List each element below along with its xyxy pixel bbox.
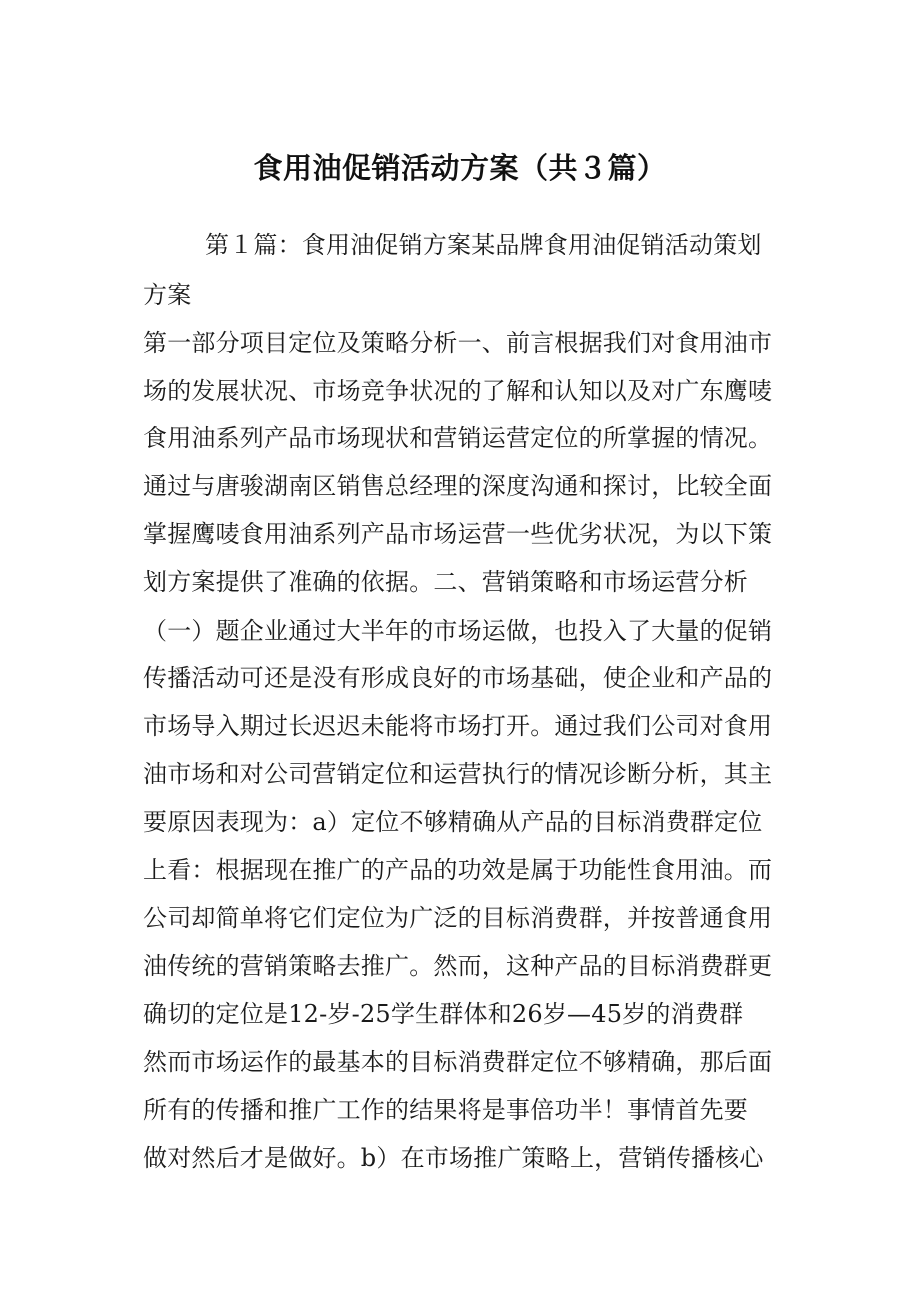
paragraph-line: 市场导入期过长迟迟未能将市场打开。通过我们公司对食用 [143,712,773,740]
paragraph-line: 油市场和对公司营销定位和运营执行的情况诊断分析，其主 [143,760,773,788]
paragraph-line: （一）题企业通过大半年的市场运做，也投入了大量的促销 [143,617,773,645]
paragraph-line: 做对然后才是做好。b）在市场推广策略上，营销传播核心 [143,1144,764,1172]
paragraph-line: 上看：根据现在推广的产品的功效是属于功能性食用油。而 [143,856,773,884]
paragraph-line: 通过与唐骏湖南区销售总经理的深度沟通和探讨，比较全面 [143,472,773,500]
paragraph-line: 然而市场运作的最基本的目标消费群定位不够精确，那后面 [143,1048,773,1076]
paragraph-line: 要原因表现为：a）定位不够精确从产品的目标消费群定位 [143,808,763,836]
paragraph-line: 食用油系列产品市场现状和营销运营定位的所掌握的情况。 [143,424,773,452]
paragraph-line: 第１篇：食用油促销方案某品牌食用油促销活动策划 [205,231,762,259]
document-title: 食用油促销活动方案（共３篇） [253,151,667,185]
paragraph-line: 所有的传播和推广工作的结果将是事倍功半！事情首先要 [143,1096,748,1124]
paragraph-line: 确切的定位是12-岁-25学生群体和26岁—45岁的消费群 [143,1000,744,1028]
paragraph-line: 场的发展状况、市场竞争状况的了解和认知以及对广东鹰唛 [143,377,773,405]
paragraph-line: 第一部分项目定位及策略分析一、前言根据我们对食用油市 [143,329,773,357]
paragraph-line: 油传统的营销策略去推广。然而，这种产品的目标消费群更 [143,952,773,980]
paragraph-line: 方案 [143,281,192,309]
paragraph-line: 传播活动可还是没有形成良好的市场基础，使企业和产品的 [143,664,773,692]
paragraph-line: 划方案提供了准确的依据。二、营销策略和市场运营分析 [143,568,748,596]
paragraph-line: 掌握鹰唛食用油系列产品市场运营一些优劣状况，为以下策 [143,520,773,548]
paragraph-line: 公司却简单将它们定位为广泛的目标消费群，并按普通食用 [143,904,773,932]
